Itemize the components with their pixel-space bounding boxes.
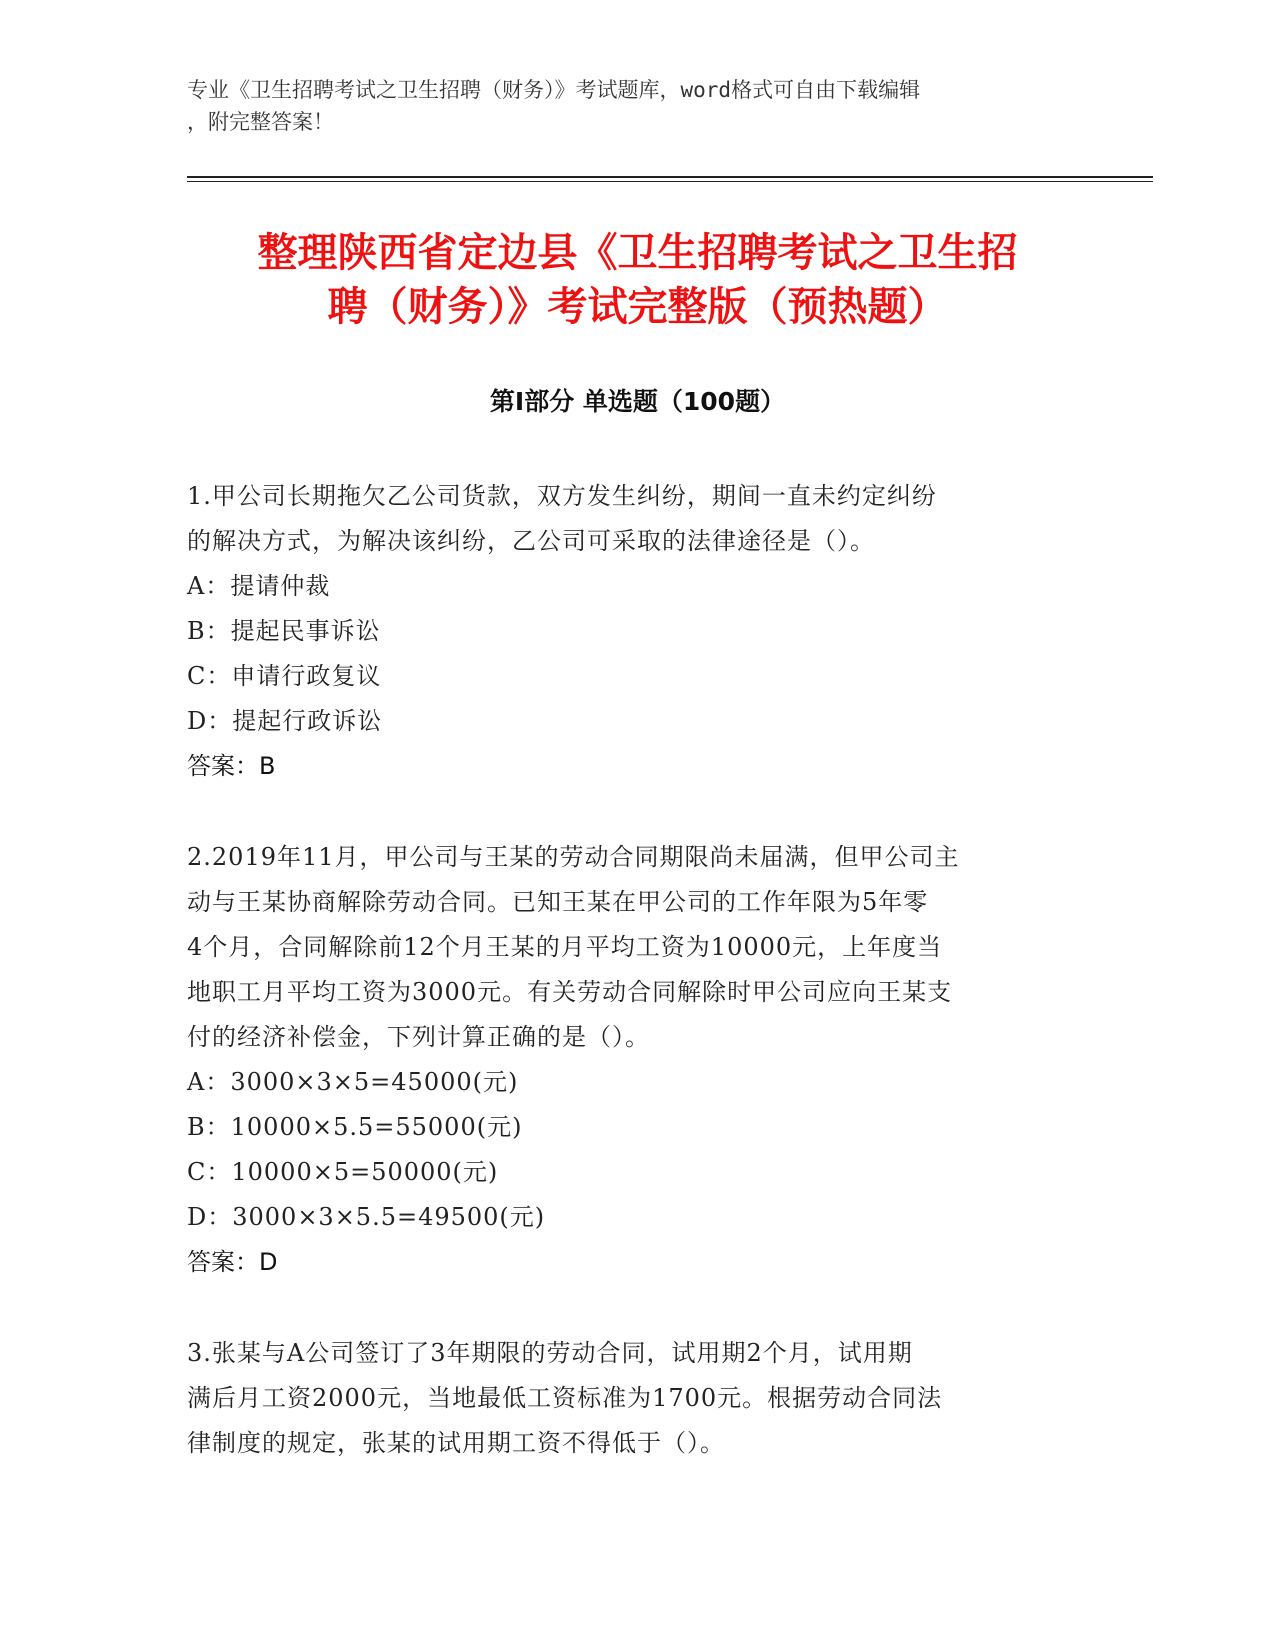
answer-line: 答案：D [187, 1248, 278, 1276]
question-stem-line: 3.张某与A公司签订了3年期限的劳动合同，试用期2个月，试用期 [187, 1339, 913, 1367]
option-b: B：提起民事诉讼 [187, 617, 381, 645]
header-divider-thin [187, 181, 1153, 182]
option-c: C：申请行政复议 [187, 662, 382, 690]
option-a: A：3000×3×5=45000(元) [187, 1068, 519, 1096]
question-stem-line: 的解决方式，为解决该纠纷，乙公司可采取的法律途径是（）。 [187, 527, 875, 555]
question-list [187, 474, 1087, 1512]
header-divider-thick [187, 176, 1153, 178]
question-stem-line: 付的经济补偿金，下列计算正确的是（）。 [187, 1023, 650, 1051]
question-3 [187, 1331, 1087, 1466]
question-stem-line: 1.甲公司长期拖欠乙公司货款，双方发生纠纷，期间一直未约定纠纷 [187, 482, 937, 510]
option-c: C：10000×5=50000(元) [187, 1158, 499, 1186]
question-1 [187, 474, 1087, 789]
question-stem-line: 律制度的规定，张某的试用期工资不得低于（）。 [187, 1429, 725, 1457]
option-b: B：10000×5.5=55000(元) [187, 1113, 523, 1141]
option-d: D：提起行政诉讼 [187, 707, 383, 735]
document-title [160, 226, 1115, 334]
section-title: 第Ⅰ部分 单选题（100题） [489, 387, 786, 416]
question-2 [187, 835, 1087, 1285]
question-stem-line: 4个月，合同解除前12个月王某的月平均工资为10000元，上年度当 [187, 933, 943, 961]
option-d: D：3000×3×5.5=49500(元) [187, 1203, 546, 1231]
option-a: A：提请仲裁 [187, 572, 331, 600]
question-stem-line: 2.2019年11月，甲公司与王某的劳动合同期限尚未届满，但甲公司主 [187, 843, 960, 871]
answer-line: 答案：B [187, 752, 276, 780]
question-stem-line: 动与王某协商解除劳动合同。已知王某在甲公司的工作年限为5年零 [187, 888, 929, 916]
document-title-line-2: 聘（财务）》考试完整版（预热题） [327, 284, 948, 330]
header-note-line-2: ，附完整答案！ [187, 110, 334, 134]
question-stem-line: 满后月工资2000元，当地最低工资标准为1700元。根据劳动合同法 [187, 1384, 943, 1412]
header-note-line-1: 专业《卫生招聘考试之卫生招聘（财务）》考试题库，word格式可自由下载编辑 [187, 78, 921, 102]
question-stem-line: 地职工月平均工资为3000元。有关劳动合同解除时甲公司应向王某支 [187, 978, 953, 1006]
document-title-line-1: 整理陕西省定边县《卫生招聘考试之卫生招 [257, 230, 1018, 276]
header-note [187, 74, 1087, 138]
